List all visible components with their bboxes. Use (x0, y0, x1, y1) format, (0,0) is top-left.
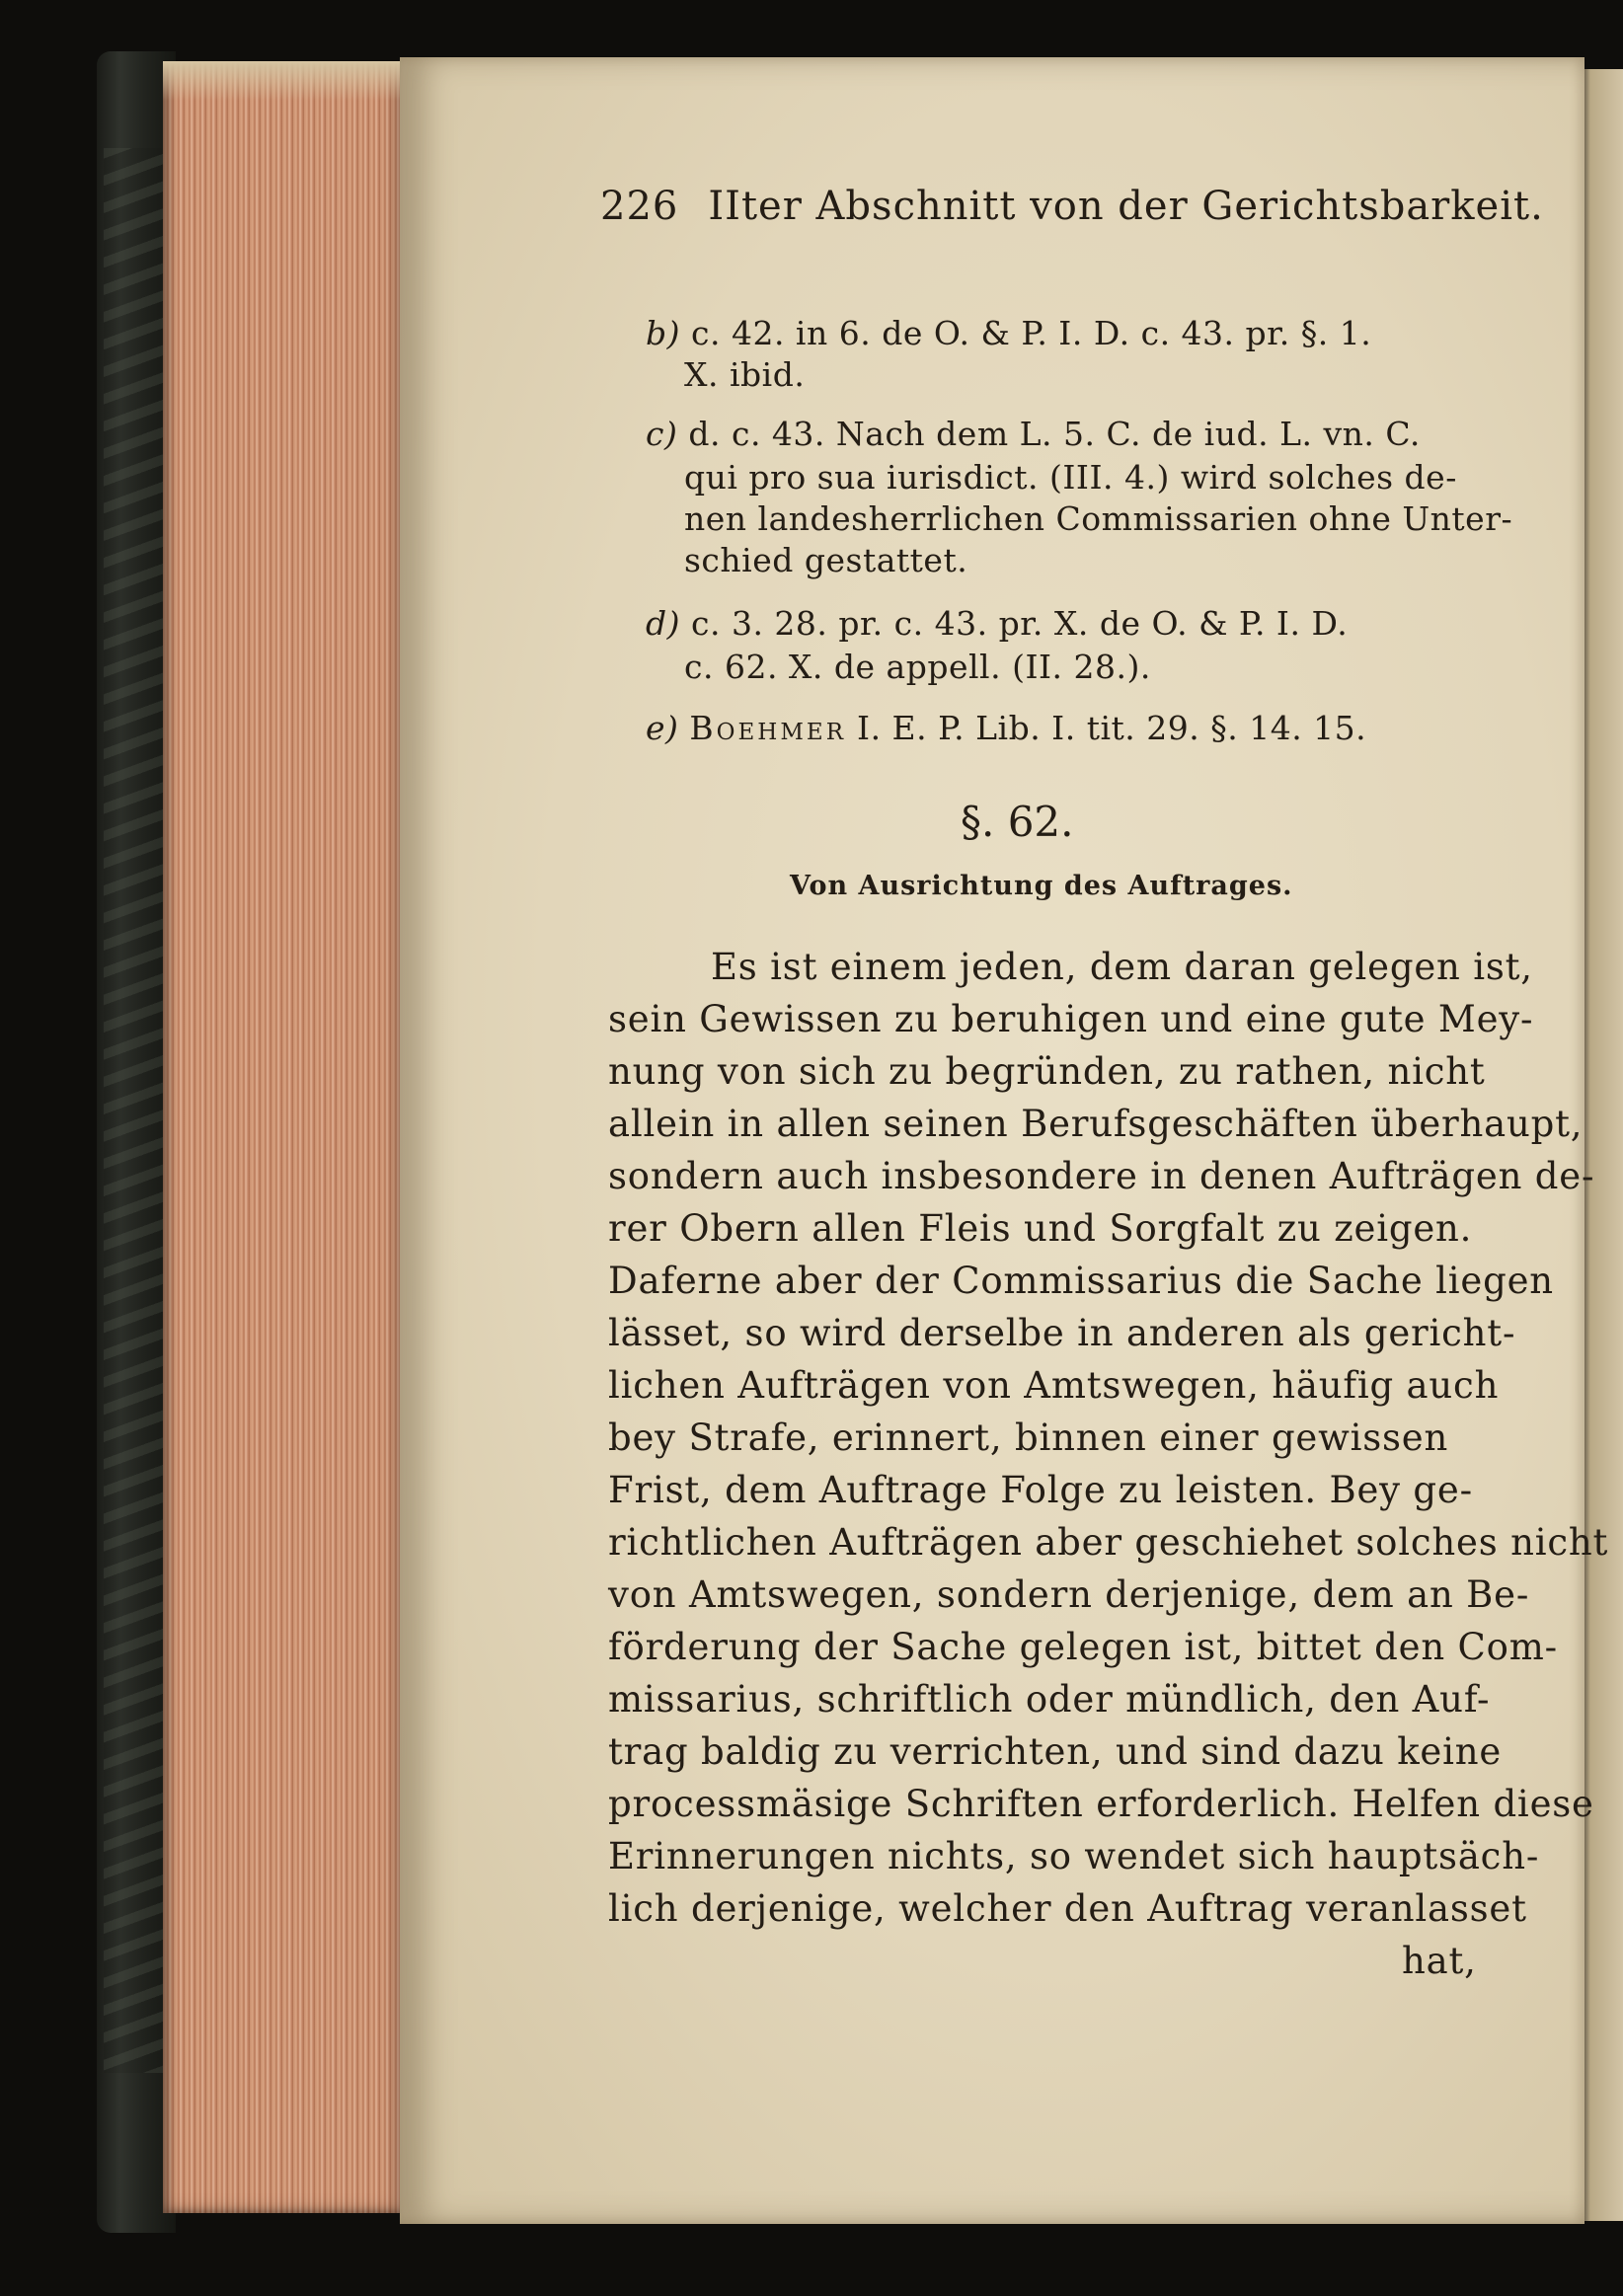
footnote-label: b) (646, 314, 680, 352)
section-number: §. 62. (961, 798, 1074, 846)
body-line: von Amtswegen, sondern derjenige, dem an Be- (608, 1573, 1530, 1616)
body-line: trag baldig zu verrichten, und sind dazu keine (608, 1730, 1503, 1773)
footnote-line: nen landesherrlichen Commissarien ohne Unter- (684, 499, 1513, 538)
body-line: Frist, dem Auftrage Folge zu leisten. Bey ge- (608, 1469, 1473, 1511)
footnote-line: schied gestattet. (684, 541, 968, 579)
footnote-b (646, 314, 1371, 352)
footnote-author: Boehmer (689, 709, 847, 747)
body-line: sein Gewissen zu beruhigen und eine gute Mey- (608, 998, 1534, 1040)
footnote-line: qui pro sua iurisdict. (III. 4.) wird solches de- (684, 458, 1457, 497)
footnote-line: X. ibid. (684, 355, 806, 394)
footnote-d (646, 604, 1348, 643)
body-line: nung von sich zu begründen, zu rathen, nicht (608, 1050, 1486, 1093)
body-line: förderung der Sache gelegen ist, bittet den Com- (608, 1626, 1558, 1668)
marbled-cover (104, 148, 163, 2073)
footnote-line: I. E. P. Lib. I. tit. 29. §. 14. 15. (857, 709, 1367, 747)
page-block-edges (163, 61, 410, 2213)
running-title: IIter Abschnitt von der Gerichtsbarkeit. (708, 184, 1544, 229)
body-line: lässet, so wird derselbe in anderen als gericht- (608, 1312, 1516, 1354)
body-line: allein in allen seinen Berufsgeschäften überhaupt, (608, 1103, 1584, 1145)
footnote-line: c. 3. 28. pr. c. 43. pr. X. de O. & P. I. D. (691, 604, 1349, 643)
footnote-line: c. 62. X. de appell. (II. 28.). (684, 648, 1151, 686)
body-line: processmäsige Schriften erforderlich. Helfen diese (608, 1783, 1594, 1825)
body-line: rer Obern allen Fleis und Sorgfalt zu zeigen. (608, 1207, 1473, 1250)
body-line: lichen Aufträgen von Amtswegen, häufig auch (608, 1364, 1500, 1407)
footnote-line: d. c. 43. Nach dem L. 5. C. de iud. L. vn. C. (688, 415, 1421, 453)
footnote-label: c) (646, 415, 678, 453)
body-line: Es ist einem jeden, dem daran gelegen ist, (711, 946, 1533, 988)
body-line: sondern auch insbesondere in denen Aufträgen de- (608, 1155, 1595, 1197)
footnote-c (646, 415, 1421, 453)
body-line: missarius, schriftlich oder mündlich, den Auf- (608, 1678, 1491, 1721)
page-number: 226 (600, 184, 679, 229)
section-title: Von Ausrichtung des Auftrages. (790, 871, 1293, 901)
body-line: Daferne aber der Commissarius die Sache liegen (608, 1260, 1554, 1302)
facing-page-edge (1580, 69, 1623, 2221)
running-header (600, 184, 1544, 229)
body-line: Erinnerungen nichts, so wendet sich hauptsäch- (608, 1835, 1540, 1877)
footnote-label: d) (646, 604, 680, 643)
catchword: hat, (1402, 1940, 1477, 1982)
footnote-line: c. 42. in 6. de O. & P. I. D. c. 43. pr. §. 1. (691, 314, 1372, 352)
body-line: richtlichen Aufträgen aber geschiehet solches nicht (608, 1521, 1609, 1564)
body-line: bey Strafe, erinnert, binnen einer gewissen (608, 1416, 1449, 1459)
footnote-e (646, 709, 1366, 747)
footnote-label: e) (646, 709, 679, 747)
body-line: lich derjenige, welcher den Auftrag veranlasset (608, 1887, 1527, 1930)
